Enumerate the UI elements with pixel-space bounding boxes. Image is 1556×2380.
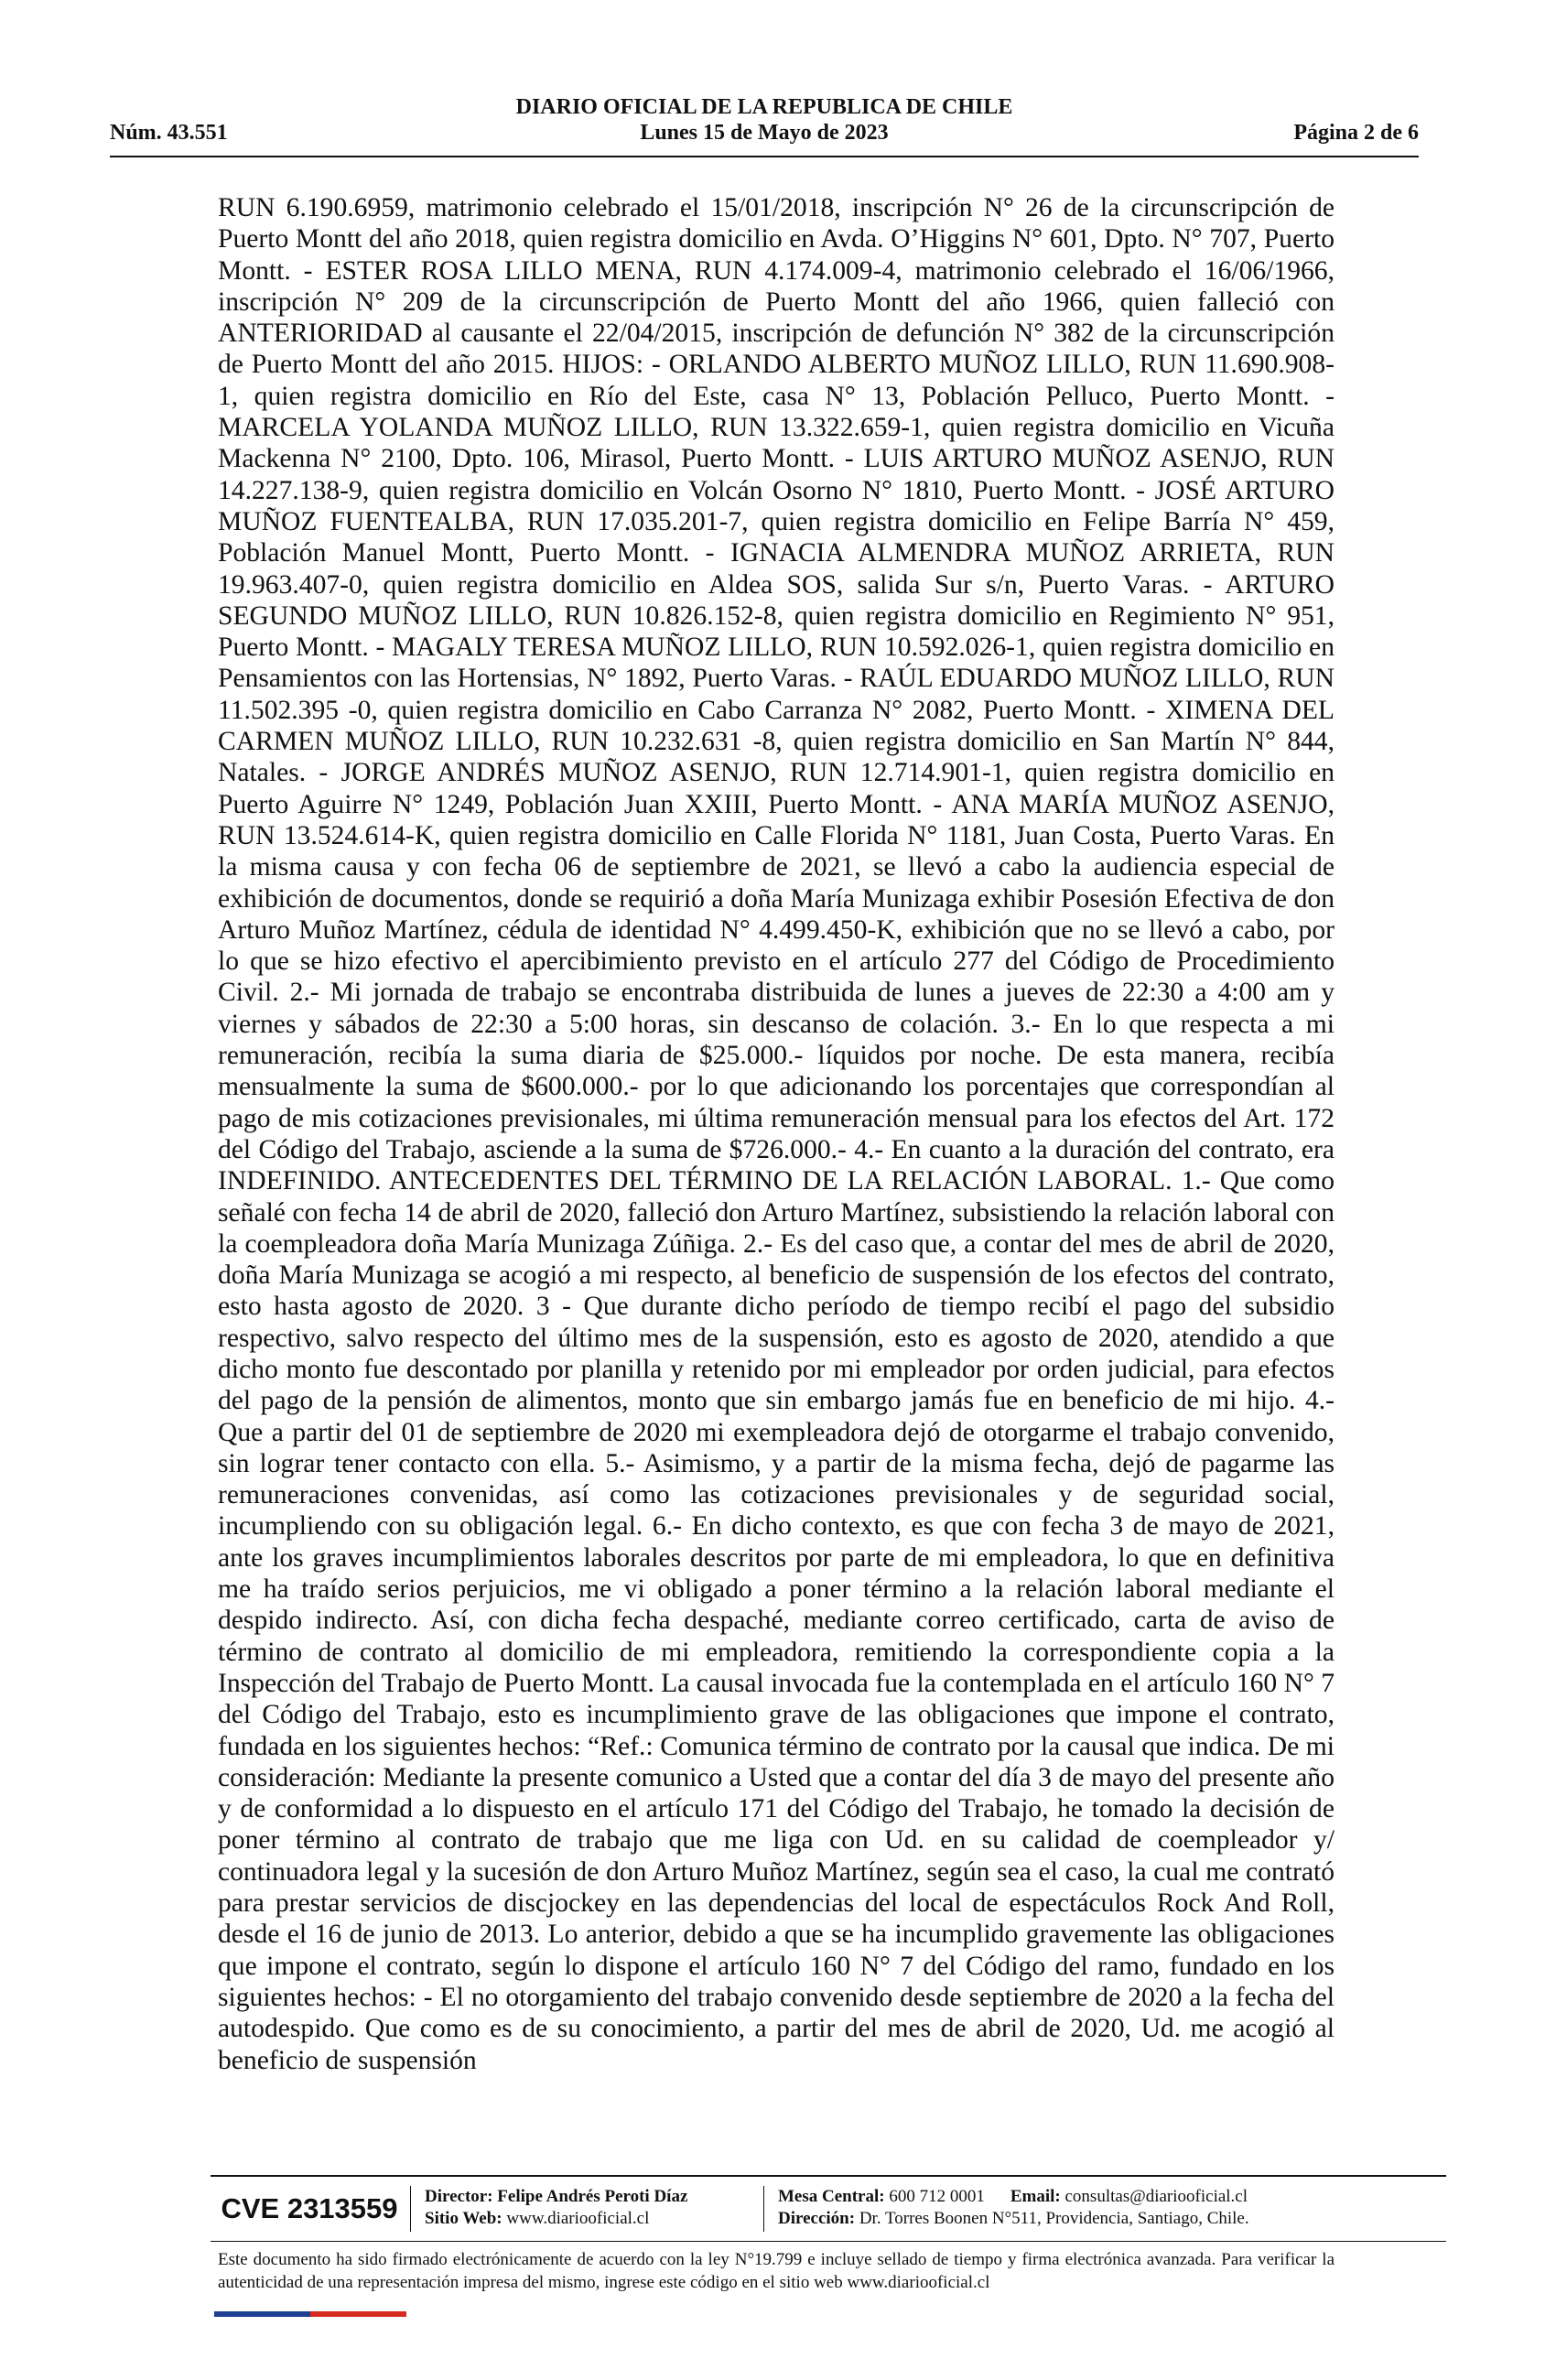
- email-link[interactable]: consultas@diariooficial.cl: [1064, 2187, 1248, 2206]
- page-footer: [211, 2175, 1446, 2242]
- footer-divider: [763, 2186, 764, 2232]
- phone-label: Mesa Central:: [778, 2187, 885, 2206]
- phone-number: 600 712 0001: [889, 2187, 985, 2206]
- flag-red-segment: [310, 2311, 406, 2317]
- body-paragraph: RUN 6.190.6959, matrimonio celebrado el 15/01/2018, inscripción N° 26 de la circunscripción de Puerto Montt del año 2018, quien registra domicilio en Avda. O’Higgins N° 601, Dpto. N° 707, Puerto Montt. - ESTER ROSA LILLO MENA, RUN 4.174.009-4, matrimonio celebrado el 16/06/1966, inscripción N° 209 de la circunscripción de Puerto Montt del año 1966, quien falleció con ANTERIORIDAD al causante el 22/04/2015, inscripción de defunción N° 382 de la circunscripción de Puerto Montt del año 2015. HIJOS: - ORLANDO ALBERTO MUÑOZ LILLO, RUN 11.690.908-1, quien registra domicilio en Río del Este, casa N° 13, Población Pelluco, Puerto Montt. - MARCELA YOLANDA MUÑOZ LILLO, RUN 13.322.659-1, quien registra domicilio en Vicuña Mackenna N° 2100, Dpto. 106, Mirasol, Puerto Montt. - LUIS ARTURO MUÑOZ ASENJO, RUN 14.227.138-9, quien registra domicilio en Volcán Osorno N° 1810, Puerto Montt. - JOSÉ ARTURO MUÑOZ FUENTEALBA, RUN 17.035.201-7, quien registra domicilio en Felipe Barría N° 459, Población Manuel Montt, Puerto Montt. - IGNACIA ALMENDRA MUÑOZ ARRIETA, RUN 19.963.407-0, quien registra domicilio en Aldea SOS, salida Sur s/n, Puerto Varas. - ARTURO SEGUNDO MUÑOZ LILLO, RUN 10.826.152-8, quien registra domicilio en Regimiento N° 951, Puerto Montt. - MAGALY TERESA MUÑOZ LILLO, RUN 10.592.026-1, quien registra domicilio en Pensamientos con las Hortensias, N° 1892, Puerto Varas. - RAÚL EDUARDO MUÑOZ LILLO, RUN 11.502.395 -0, quien registra domicilio en Cabo Carranza N° 2082, Puerto Montt. - XIMENA DEL CARMEN MUÑOZ LILLO, RUN 10.232.631 -8, quien registra domicilio en San Martín N° 844, Natales. - JORGE ANDRÉS MUÑOZ ASENJO, RUN 12.714.901-1, quien registra domicilio en Puerto Aguirre N° 1249, Población Juan XXIII, Puerto Montt. - ANA MARÍA MUÑOZ ASENJO, RUN 13.524.614-K, quien registra domicilio en Calle Florida N° 1181, Juan Costa, Puerto Varas. En la misma causa y con fecha 06 de septiembre de 2021, se llevó a cabo la audiencia especial de exhibición de documentos, donde se requirió a doña María Munizaga exhibir Posesión Efectiva de don Arturo Muñoz Martínez, cédula de identidad N° 4.499.450-K, exhibición que no se llevó a cabo, por lo que se hizo efectivo el apercibimiento previsto en el artículo 277 del Código de Procedimiento Civil. 2.- Mi jornada de trabajo se encontraba distribuida de lunes a jueves de 22:30 a 4:00 am y viernes y sábados de 22:30 a 5:00 horas, sin descanso de colación. 3.- En lo que respecta a mi remuneración, recibía la suma diaria de $25.000.- líquidos por noche. De esta manera, recibía mensualmente la suma de $600.000.- por lo que adicionando los porcentajes que correspondían al pago de mis cotizaciones previsionales, mi última remuneración mensual para los efectos del Art. 172 del Código del Trabajo, asciende a la suma de $726.000.- 4.- En cuanto a la duración del contrato, era INDEFINIDO. ANTECEDENTES DEL TÉRMINO DE LA RELACIÓN LABORAL. 1.- Que como señalé con fecha 14 de abril de 2020, falleció don Arturo Martínez, subsistiendo la relación laboral con la coempleadora doña María Munizaga Zúñiga. 2.- Es del caso que, a contar del mes de abril de 2020, doña María Munizaga se acogió a mi respecto, al beneficio de suspensión de los efectos del contrato, esto hasta agosto de 2020. 3 - Que durante dicho período de tiempo recibí el pago del subsidio respectivo, salvo respecto del último mes de la suspensión, esto es agosto de 2020, atendido a que dicho monto fue descontado por planilla y retenido por mi empleador por orden judicial, para efectos del pago de la pensión de alimentos, monto que sin embargo jamás fue en beneficio de mi hijo. 4.- Que a partir del 01 de septiembre de 2020 mi exempleadora dejó de otorgarme el trabajo convenido, sin lograr tener contacto con ella. 5.- Asimismo, y a partir de la misma fecha, dejó de pagarme las remuneraciones convenidas, así como las cotizaciones previsionales y de seguridad social, incumpliendo con su obligación legal. 6.- En dicho contexto, es que con fecha 3 de mayo de 2021, ante los graves incumplimientos laborales descritos por parte de mi empleadora, lo que en definitiva me ha traído serios perjuicios, me vi obligado a poner término a la relación laboral mediante el despido indirecto. Así, con dicha fecha despaché, mediante correo certificado, carta de aviso de término de contrato al domicilio de mi empleadora, remitiendo la correspondiente copia a la Inspección del Trabajo de Puerto Montt. La causal invocada fue la contemplada en el artículo 160 N° 7 del Código del Trabajo, esto es incumplimiento grave de las obligaciones que impone el contrato, fundada en los siguientes hechos: “Ref.: Comunica término de contrato por la causal que indica. De mi consideración: Mediante la presente comunico a Usted que a contar del día 3 de mayo del presente año y de conformidad a lo dispuesto en el artículo 171 del Código del Trabajo, he tomado la decisión de poner término al contrato de trabajo que me liga con Ud. en su calidad de coempleador y/ continuadora legal y la sucesión de don Arturo Muñoz Martínez, según sea el caso, la cual me contrató para prestar servicios de discjockey en las dependencias del local de espectáculos Rock And Roll, desde el 16 de junio de 2013. Lo anterior, debido a que se ha incumplido gravemente las obligaciones que impone el contrato, según lo dispone el artículo 160 N° 7 del Código del ramo, fundado en los siguientes hechos: - El no otorgamiento del trabajo convenido desde septiembre de 2020 a la fecha del autodespido. Que como es de su conocimiento, a partir del mes de abril de 2020, Ud. me acogió al beneficio de suspensión: [218, 193, 1334, 2075]
- newspaper-title: DIARIO OFICIAL DE LA REPUBLICA DE CHILE: [515, 95, 1013, 119]
- page-indicator: Página 2 de 6: [1293, 121, 1419, 145]
- issue-number: Núm. 43.551: [110, 121, 228, 145]
- email-label: Email:: [1010, 2187, 1061, 2206]
- footer-divider: [410, 2186, 411, 2232]
- website-label: Sitio Web:: [425, 2209, 502, 2228]
- flag-color-bar: [214, 2311, 406, 2317]
- issue-date: Lunes 15 de Mayo de 2023: [640, 121, 889, 145]
- address-text: Dr. Torres Boonen N°511, Providencia, Santiago, Chile.: [859, 2209, 1249, 2228]
- director-name: Felipe Andrés Peroti Díaz: [497, 2187, 688, 2206]
- address-label: Dirección:: [778, 2209, 856, 2228]
- cve-code: CVE 2313559: [221, 2192, 398, 2224]
- director-label: Director:: [425, 2187, 493, 2206]
- footer-contact-block: [778, 2186, 1455, 2230]
- flag-blue-segment: [214, 2311, 310, 2317]
- footer-director-block: [425, 2186, 754, 2230]
- legal-notice: Este documento ha sido firmado electrónicamente de acuerdo con la ley N°19.799 e incluye sellado de tiempo y firma electrónica avanzada. Para verificar la autenticidad de una representación impresa del mismo, ingrese este código en el sitio web www.diariooficial.cl: [218, 2250, 1334, 2292]
- website-link[interactable]: www.diariooficial.cl: [506, 2209, 650, 2228]
- header-meta-row: [110, 121, 1419, 148]
- page-header: [110, 92, 1419, 157]
